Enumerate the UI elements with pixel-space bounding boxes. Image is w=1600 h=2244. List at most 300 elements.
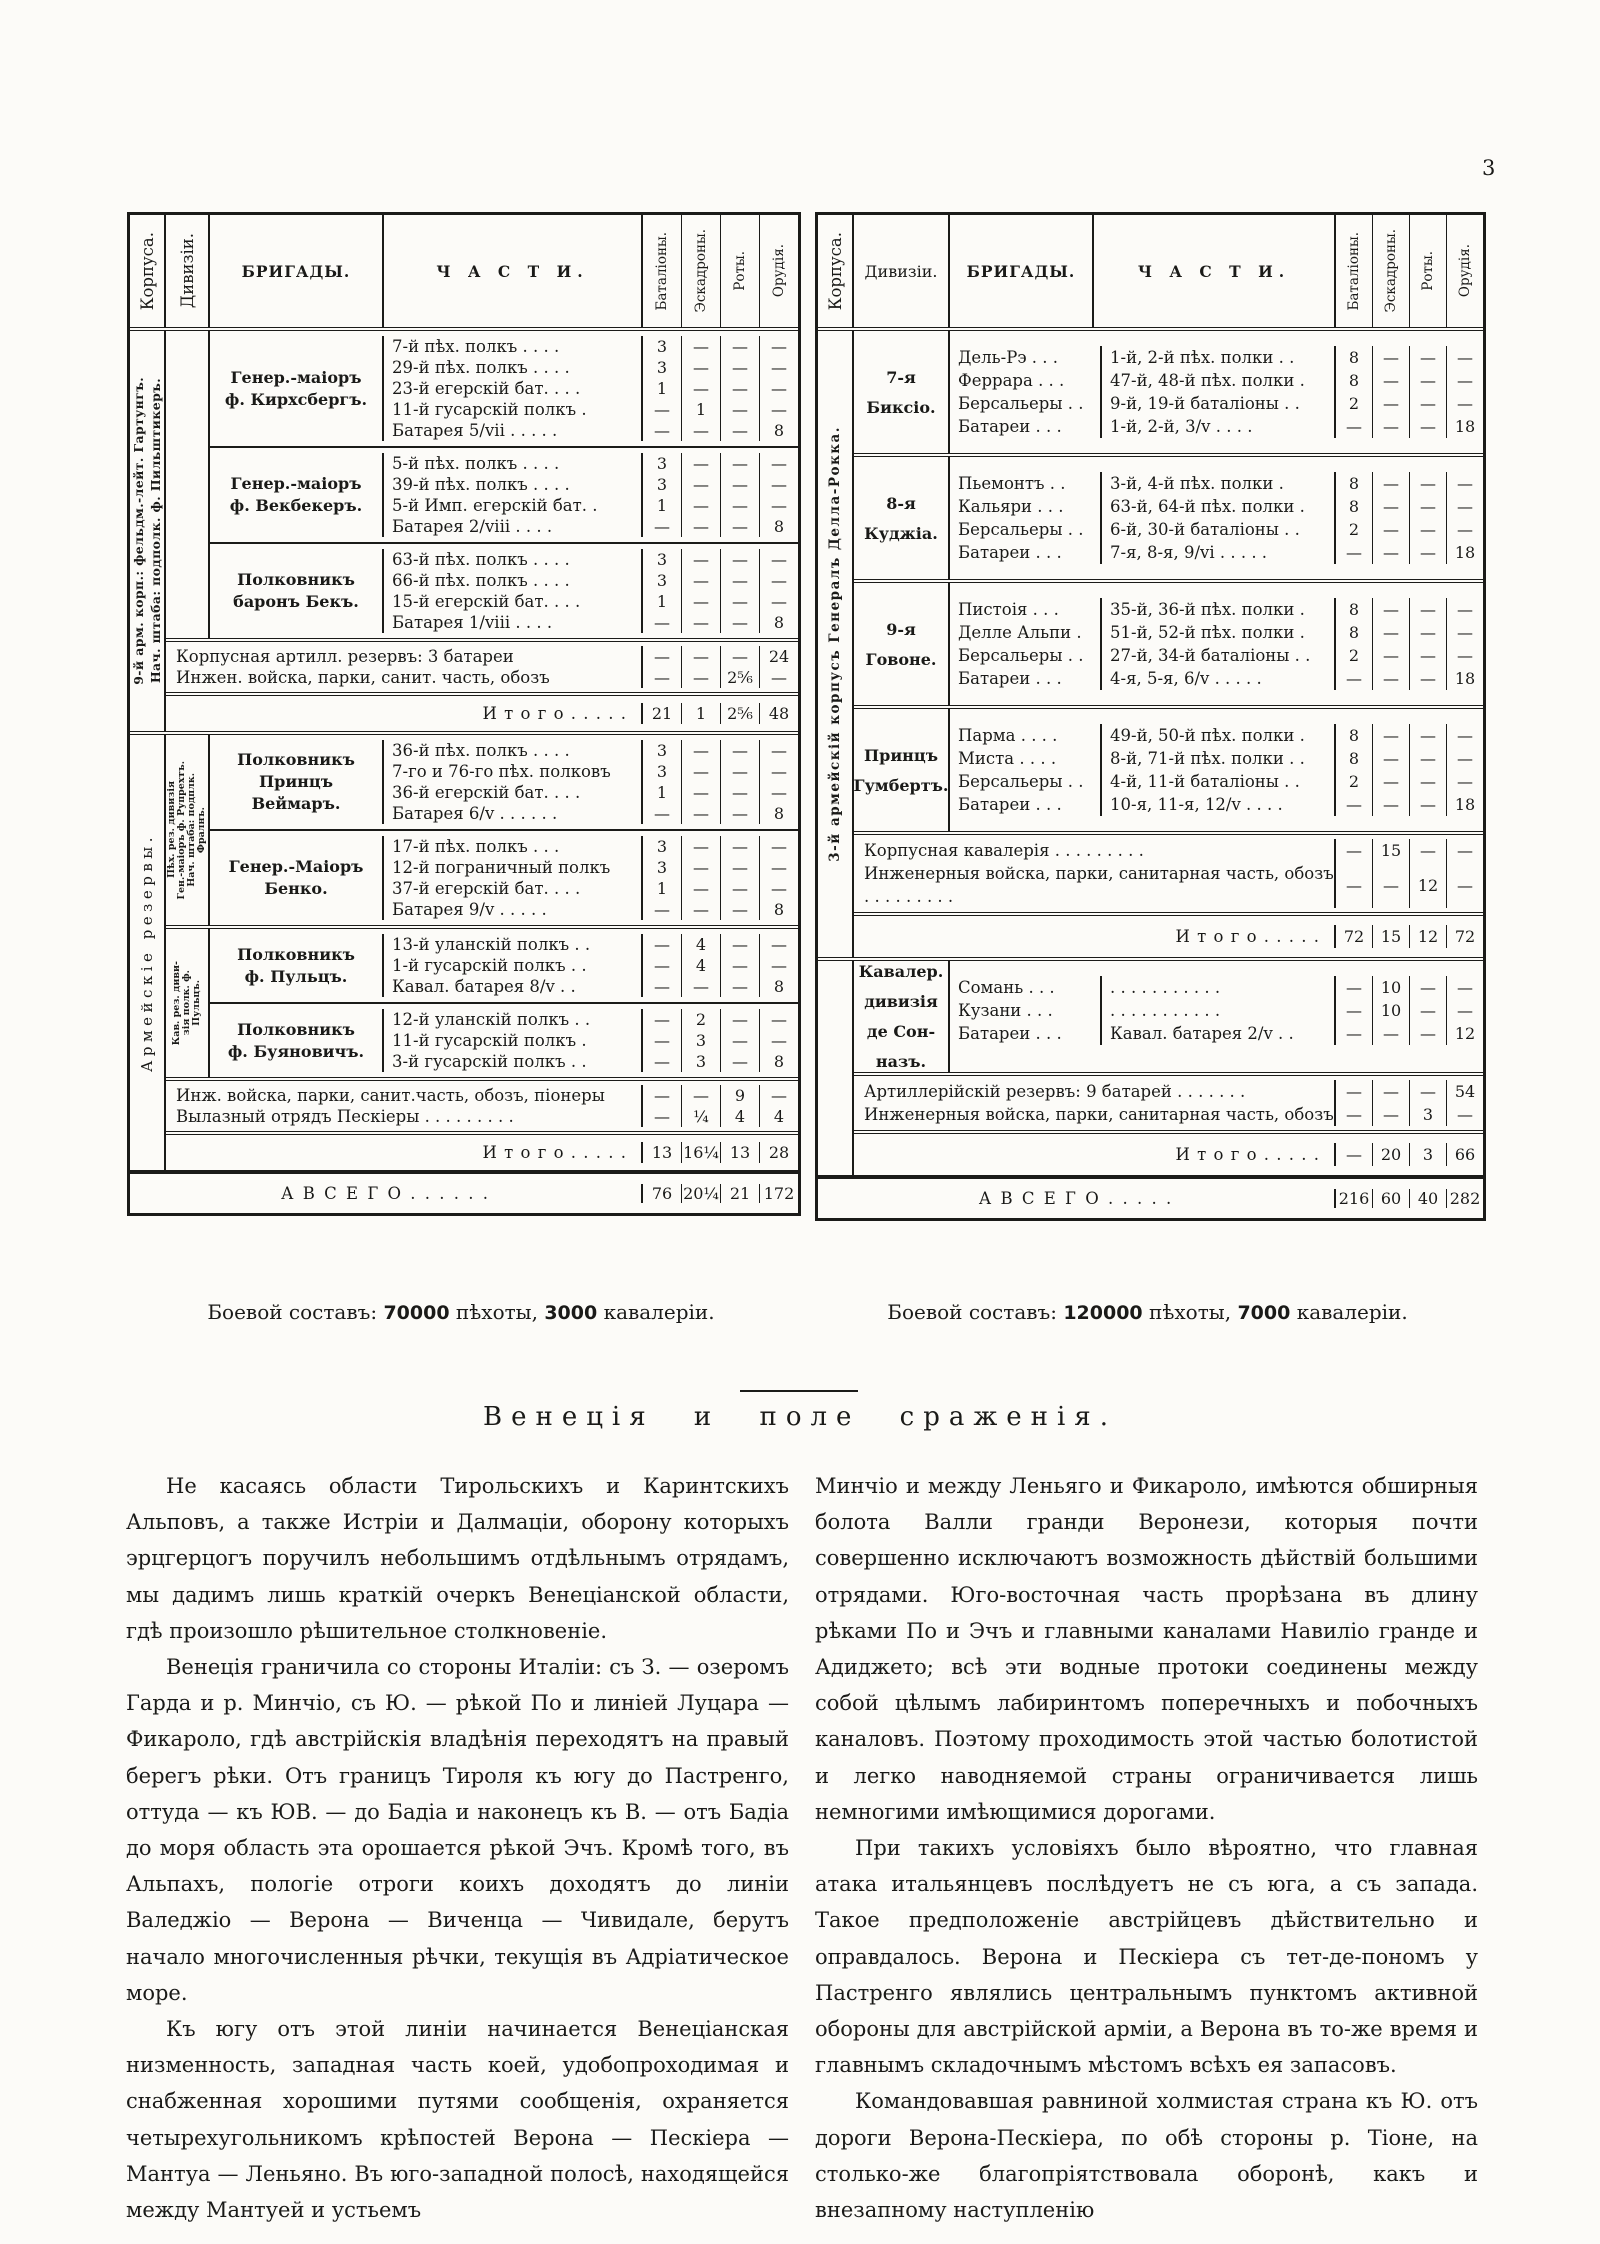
value-cell: 3 xyxy=(641,453,681,474)
value-cell: — xyxy=(1409,621,1446,644)
value-cell: 9 xyxy=(720,1085,759,1106)
value-cell: 8 xyxy=(759,516,798,537)
part-row xyxy=(950,598,1483,621)
corps-label xyxy=(818,961,854,1175)
value-cell: — xyxy=(681,570,720,591)
brigades-column-header: БРИГАДЫ. xyxy=(208,215,382,327)
grand-total-row xyxy=(130,1170,798,1213)
value-cell: 21 xyxy=(720,1184,759,1203)
value-cell: — xyxy=(720,516,759,537)
paragraph: При такихъ условіяхъ было вѣроятно, что главная атака итальянцевъ послѣдуетъ не съ юга, а съ запада. Такое предположеніе австрійцевъ дѣйствительно и оправдалось. Верона и Пескіера съ тет-де-пономъ у Пастренго являлись центральнымъ пунктомъ активной обороны для австрійской арміи, а Верона въ то-же время и главнымъ складочнымъ мѣстомъ всѣхъ ея запасовъ. xyxy=(815,1836,1478,2078)
value-cell: 4 xyxy=(759,1106,798,1127)
value-cell: 12 xyxy=(1409,925,1446,948)
numeric-column-header xyxy=(720,215,759,327)
value-cell: 172 xyxy=(759,1184,798,1203)
part-row xyxy=(950,724,1483,747)
value-cell: — xyxy=(1409,392,1446,415)
value-cell: — xyxy=(720,399,759,420)
value-cell: — xyxy=(1446,862,1483,908)
value-cell: — xyxy=(1372,1080,1409,1103)
vertical-label xyxy=(771,244,787,297)
brigade-name-line: Принцъ xyxy=(259,772,333,791)
total-row xyxy=(166,703,798,724)
vertical-label-line: Кав. рез. диви- xyxy=(171,960,182,1046)
brigade-name-line: Полковникъ xyxy=(237,944,355,964)
value-cell: 48 xyxy=(759,703,798,724)
brigade-cell: Делле Альпи . xyxy=(950,621,1102,644)
spanning-rows xyxy=(166,638,798,692)
division-label xyxy=(854,457,950,579)
value-cell: — xyxy=(681,782,720,803)
value-cell: — xyxy=(720,453,759,474)
value-cell: — xyxy=(641,955,681,976)
value-cell: — xyxy=(1409,839,1446,862)
value-cell: — xyxy=(759,836,798,857)
value-cell: — xyxy=(1409,346,1446,369)
brigade-name-line: ф. Векбекеръ. xyxy=(229,496,363,515)
part-label: 11-й гусарскій полкъ . xyxy=(392,400,587,419)
division-label xyxy=(166,331,210,638)
value-cell: 8 xyxy=(759,976,798,997)
grand-total-label: А В С Е Г О . . . . . xyxy=(978,1189,1174,1208)
part-label: 23-й егерскій бат. . . . xyxy=(392,379,581,398)
value-cell: — xyxy=(681,667,720,688)
value-cell: 3 xyxy=(681,1030,720,1051)
division-label-line: 7-я xyxy=(886,367,916,387)
vertical-label-line: 9-й арм. корп.: фельдм.-лейт. Гартунгъ. xyxy=(131,377,146,685)
value-cell: 54 xyxy=(1446,1080,1483,1103)
vertical-label xyxy=(826,232,845,310)
value-cell: — xyxy=(720,646,759,667)
paragraph: Не касаясь области Тирольскихъ и Каринтскихъ Альповъ, а также Истріи и Далмаціи, оборону которыхъ эрцгерцогъ поручилъ небольшимъ отдѣльнымъ отрядамъ, мы дадимъ лишь краткій очеркъ Венеціанской области, гдѣ произошло рѣшительное столкновеніе. xyxy=(126,1474,789,1643)
brigade-cell xyxy=(210,453,384,537)
brigade-group xyxy=(950,961,1483,1060)
value-cell: — xyxy=(1372,862,1409,908)
part-row xyxy=(384,549,798,570)
numeric-column-header xyxy=(1409,215,1446,327)
value-cell: ¼ xyxy=(681,1106,720,1127)
vertical-label-line: Эскадроны. xyxy=(1383,229,1399,313)
value-cell: — xyxy=(1409,495,1446,518)
value-cell: — xyxy=(759,495,798,516)
page-number: 3 xyxy=(1482,156,1496,180)
division-label-text xyxy=(167,761,207,900)
brigade-cell: Дель-Рэ . . . xyxy=(950,346,1102,369)
cavalry-count: 3000 xyxy=(544,1302,598,1324)
value-cell: 20 xyxy=(1372,1143,1409,1166)
austrian-strength-caption xyxy=(127,1300,795,1324)
part-row xyxy=(384,591,798,612)
value-cell: — xyxy=(641,803,681,824)
value-cell: — xyxy=(641,516,681,537)
part-label: 66-й пѣх. полкъ . . . . xyxy=(392,571,570,590)
value-cell: 2 xyxy=(1334,518,1372,541)
part-row xyxy=(950,472,1483,495)
part-label: 29-й пѣх. полкъ . . . . xyxy=(392,358,570,377)
division-label-line: Говоне. xyxy=(865,649,937,669)
corps-label xyxy=(130,735,166,1170)
brigade-cell: Батареи . . . xyxy=(950,793,1102,816)
part-label: 9-й, 19-й баталіоны . . xyxy=(1110,394,1300,413)
value-cell: 4 xyxy=(720,1106,759,1127)
part-row xyxy=(384,803,798,824)
total-label: И т о г о . . . . . xyxy=(1175,1145,1320,1164)
brigade-group xyxy=(210,1002,798,1077)
vertical-label-line: Роты. xyxy=(1420,251,1436,291)
vertical-label-line: 3-й армейскій корпусъ Генералъ Делла-Рокка. xyxy=(827,426,843,862)
part-row xyxy=(384,761,798,782)
value-cell: — xyxy=(641,399,681,420)
value-cell: — xyxy=(1446,747,1483,770)
vertical-label-line: Пульцъ. xyxy=(191,980,202,1026)
value-cell: — xyxy=(759,667,798,688)
value-cell: — xyxy=(681,803,720,824)
vertical-label-line: Баталіоны. xyxy=(654,231,670,311)
part-row xyxy=(950,495,1483,518)
value-cell: — xyxy=(641,1085,681,1106)
part-label: 12-й пограничный полкъ xyxy=(392,858,611,877)
value-cell: 1 xyxy=(641,495,681,516)
value-cell: 8 xyxy=(1334,369,1372,392)
part-label: 1-й, 2-й, 3/v . . . . xyxy=(1110,417,1253,436)
division-label xyxy=(854,583,950,705)
value-cell: — xyxy=(759,336,798,357)
part-row xyxy=(950,346,1483,369)
value-cell: — xyxy=(1372,1022,1409,1045)
infantry-unit: пѣхоты, xyxy=(1149,1300,1232,1324)
vertical-label xyxy=(138,232,157,310)
paragraph: Венеція граничила со стороны Италіи: съ З. — озеромъ Гарда и р. Минчіо, съ Ю. — рѣкой По и линіей Луцара — Фикароло, гдѣ австрійскія владѣнія переходятъ на правый берегъ рѣки. Отъ границъ Тироля къ югу до Пастренго, оттуда — къ ЮВ. — до Бадіа и наконецъ къ В. — отъ Бадіа до моря область эта орошается рѣкой Эчъ. Кромѣ того, въ Альпахъ, пологіе отроги коихъ доходятъ до линіи Валеджіо — Верона — Виченца — Чивидале, берутъ начало многочисленныя рѣчки, текущія въ Адріатическое море. xyxy=(126,1655,789,2005)
part-row xyxy=(950,541,1483,564)
part-label: Батарея 5/vii . . . . . xyxy=(392,421,558,440)
value-cell: — xyxy=(1409,724,1446,747)
part-row xyxy=(950,999,1483,1022)
value-cell: — xyxy=(681,474,720,495)
brigade-cell: Парма . . . . xyxy=(950,724,1102,747)
division-column-header: Дивизіи. xyxy=(852,215,948,327)
brigade-name-line: Полковникъ xyxy=(237,570,355,589)
value-cell: — xyxy=(1372,644,1409,667)
brigade-cell xyxy=(210,549,384,633)
brigade-cell: Сомань . . . xyxy=(950,976,1102,999)
part-label: 1-й, 2-й пѣх. полки . . xyxy=(1110,348,1295,367)
division-column-header xyxy=(164,215,208,327)
vertical-label xyxy=(1383,229,1399,313)
value-cell: 8 xyxy=(1334,472,1372,495)
vertical-label xyxy=(1420,251,1436,291)
caption-label: Боевой составъ: xyxy=(887,1300,1057,1324)
value-cell: 8 xyxy=(1334,346,1372,369)
brigade-cell xyxy=(210,336,384,441)
brigade-cell xyxy=(210,1009,384,1072)
part-row xyxy=(384,955,798,976)
value-cell: 8 xyxy=(1334,747,1372,770)
value-cell: — xyxy=(1409,541,1446,564)
part-label: 39-й пѣх. полкъ . . . . xyxy=(392,475,570,494)
parts-column-header: Ч А С Т И. xyxy=(1092,215,1334,327)
brigade-group xyxy=(950,457,1483,579)
part-label: 4-я, 5-я, 6/v . . . . . xyxy=(1110,669,1262,688)
value-cell: 3 xyxy=(1409,1103,1446,1126)
numeric-column-header xyxy=(1372,215,1409,327)
value-cell: — xyxy=(1372,793,1409,816)
austrian-order-of-battle-table xyxy=(127,212,801,1216)
value-cell: — xyxy=(720,570,759,591)
value-cell: — xyxy=(1409,793,1446,816)
value-cell: 16¼ xyxy=(681,1142,720,1163)
value-cell: 18 xyxy=(1446,667,1483,690)
brigade-cell xyxy=(210,934,384,997)
part-label: 47-й, 48-й пѣх. полки . xyxy=(1110,371,1305,390)
division-label-line: 8-я xyxy=(886,493,916,513)
brigade-cell: Пьемонтъ . . xyxy=(950,472,1102,495)
value-cell: — xyxy=(681,976,720,997)
value-cell: — xyxy=(1409,472,1446,495)
value-cell: — xyxy=(720,357,759,378)
part-label: 5-й пѣх. полкъ . . . . xyxy=(392,454,560,473)
wide-row-label: Инж. войска, парки, санит.часть, обозъ, піонеры xyxy=(176,1086,605,1105)
value-cell: — xyxy=(1409,518,1446,541)
value-cell: — xyxy=(720,857,759,878)
part-row xyxy=(384,934,798,955)
value-cell: — xyxy=(1372,472,1409,495)
value-cell: — xyxy=(1334,415,1372,438)
value-cell: 12 xyxy=(1409,862,1446,908)
value-cell: — xyxy=(681,857,720,878)
vertical-label-line: Нач. штаба: подполк. ф. Пильштикеръ. xyxy=(148,378,163,684)
value-cell: — xyxy=(720,336,759,357)
value-cell: 8 xyxy=(759,420,798,441)
division-label xyxy=(854,961,950,1072)
wide-row-label: Корпусная кавалерія . . . . . . . . . xyxy=(864,841,1144,860)
value-cell: 8 xyxy=(759,612,798,633)
part-label: 8-й, 71-й пѣх. полки . . xyxy=(1110,749,1305,768)
brigade-name-line: Генер.-маіоръ xyxy=(230,367,362,387)
value-cell: — xyxy=(681,646,720,667)
paragraph: Къ югу отъ этой линіи начинается Венеціанская низменность, западная часть коей, удобопроходимая и снабженная хорошими путями сообщенія, охраняется четырехугольникомъ крѣпостей Верона — Пескіера — Мантуа — Леньяно. Въ юго-западной полосѣ, находящейся между Мантуей и устьемъ xyxy=(126,2017,789,2223)
part-label: 12-й уланскій полкъ . . xyxy=(392,1010,591,1029)
division-group xyxy=(854,705,1483,831)
brigade-name-line: ф. Буяновичъ. xyxy=(227,1041,365,1061)
value-cell: 2⅚ xyxy=(720,703,759,724)
vertical-label-line: Роты. xyxy=(732,251,748,291)
value-cell: 3 xyxy=(641,740,681,761)
part-label: 7-й пѣх. полкъ . . . . xyxy=(392,337,560,356)
value-cell: — xyxy=(1446,598,1483,621)
division-label xyxy=(166,929,210,1077)
value-cell: — xyxy=(720,612,759,633)
value-cell: — xyxy=(1334,1022,1372,1045)
value-cell: — xyxy=(1372,724,1409,747)
part-label: . . . . . . . . . . . xyxy=(1110,978,1221,997)
value-cell: — xyxy=(1409,598,1446,621)
value-cell: 3 xyxy=(641,857,681,878)
value-cell: — xyxy=(759,591,798,612)
cavalry-unit: кавалеріи. xyxy=(1296,1300,1408,1324)
part-label: 5-й Имп. егерскій бат. . xyxy=(392,496,598,515)
brigade-name-line: Генер.-Маіоръ xyxy=(228,857,364,876)
value-cell: 3 xyxy=(641,570,681,591)
part-label: . . . . . . . . . . . xyxy=(1110,1001,1221,1020)
part-row xyxy=(384,836,798,857)
value-cell: — xyxy=(759,761,798,782)
value-cell: — xyxy=(1372,495,1409,518)
value-cell: — xyxy=(1334,1080,1372,1103)
vertical-label-line: Армейскіе резервы. xyxy=(138,832,156,1072)
value-cell: — xyxy=(1372,415,1409,438)
value-cell: — xyxy=(720,591,759,612)
numeric-column-header xyxy=(759,215,798,327)
division-label-line: Принцъ xyxy=(864,745,938,765)
value-cell: — xyxy=(641,976,681,997)
value-cell: 3 xyxy=(641,549,681,570)
value-cell: — xyxy=(1372,518,1409,541)
value-cell: — xyxy=(1409,415,1446,438)
value-cell: 15 xyxy=(1372,925,1409,948)
italian-order-of-battle-table xyxy=(815,212,1486,1221)
part-row xyxy=(950,976,1483,999)
value-cell: — xyxy=(720,976,759,997)
wide-row-label: Вылазный отрядъ Пескіеры . . . . . . . . . xyxy=(176,1107,514,1126)
value-cell: — xyxy=(641,1030,681,1051)
value-cell: — xyxy=(681,591,720,612)
value-cell: 2 xyxy=(1334,770,1372,793)
division-label-line: де Сон- xyxy=(866,1022,936,1041)
value-cell: — xyxy=(641,899,681,920)
value-cell: — xyxy=(759,549,798,570)
value-cell: — xyxy=(720,474,759,495)
wide-row xyxy=(166,667,798,688)
wide-row-label: Артиллерійскій резервъ: 9 батарей . . . . . . . xyxy=(864,1082,1246,1101)
value-cell: 18 xyxy=(1446,541,1483,564)
grand-total-label: А В С Е Г О . . . . . . xyxy=(281,1184,490,1203)
part-row xyxy=(950,644,1483,667)
value-cell: — xyxy=(720,934,759,955)
part-row xyxy=(950,1022,1483,1045)
value-cell: — xyxy=(1446,495,1483,518)
part-label: 7-го и 76-го пѣх. полковъ xyxy=(392,762,611,781)
part-row xyxy=(384,1051,798,1072)
part-row xyxy=(384,1030,798,1051)
brigade-cell: Феррара . . . xyxy=(950,369,1102,392)
value-cell: 8 xyxy=(759,803,798,824)
value-cell: 282 xyxy=(1446,1189,1483,1208)
brigade-cell: Берсальеры . . xyxy=(950,770,1102,793)
value-cell: — xyxy=(759,357,798,378)
value-cell: — xyxy=(1446,392,1483,415)
value-cell: — xyxy=(1409,976,1446,999)
value-cell: — xyxy=(681,420,720,441)
brigade-name-line: Генер.-маіоръ xyxy=(230,474,362,493)
value-cell: — xyxy=(1446,518,1483,541)
part-row xyxy=(384,1009,798,1030)
wide-row xyxy=(854,839,1483,862)
value-cell: 10 xyxy=(1372,999,1409,1022)
table-section xyxy=(818,957,1483,1175)
division-label-line: Гумбертъ. xyxy=(853,775,949,795)
value-cell: — xyxy=(681,612,720,633)
part-row xyxy=(950,621,1483,644)
value-cell: — xyxy=(1334,541,1372,564)
part-row xyxy=(384,976,798,997)
value-cell: — xyxy=(681,899,720,920)
value-cell: — xyxy=(1409,1080,1446,1103)
section-divider xyxy=(740,1390,858,1392)
value-cell: — xyxy=(681,1085,720,1106)
value-cell: 1 xyxy=(641,878,681,899)
value-cell: — xyxy=(759,857,798,878)
part-label: Батарея 6/v . . . . . . xyxy=(392,804,558,823)
value-cell: — xyxy=(1372,541,1409,564)
division-label xyxy=(854,331,950,453)
division-label-line: 9-я xyxy=(886,619,916,639)
value-cell: 12 xyxy=(1446,1022,1483,1045)
division-label-line: назъ. xyxy=(875,1052,927,1071)
value-cell: 1 xyxy=(681,399,720,420)
vertical-label-line: Корпуса. xyxy=(825,231,845,311)
brigade-name-line: ф. Кирхсбергъ. xyxy=(224,389,368,409)
part-label: 7-я, 8-я, 9/vi . . . . . xyxy=(1110,543,1268,562)
part-label: 63-й пѣх. полкъ . . . . xyxy=(392,550,570,569)
grand-total-row xyxy=(818,1175,1483,1218)
value-cell: 8 xyxy=(759,899,798,920)
value-cell: — xyxy=(759,378,798,399)
brigade-group xyxy=(210,446,798,542)
brigade-name-line: ф. Пульцъ. xyxy=(244,966,348,986)
value-cell: 40 xyxy=(1409,1189,1446,1208)
value-cell: — xyxy=(1446,724,1483,747)
vertical-label xyxy=(1457,244,1473,297)
part-row xyxy=(384,420,798,441)
value-cell: — xyxy=(641,420,681,441)
table-section xyxy=(130,331,798,731)
value-cell: 2 xyxy=(1334,644,1372,667)
brigades-column-header: БРИГАДЫ. xyxy=(948,215,1092,327)
value-cell: — xyxy=(1334,839,1372,862)
value-cell: 72 xyxy=(1334,925,1372,948)
value-cell: — xyxy=(759,782,798,803)
value-cell: 3 xyxy=(641,336,681,357)
value-cell: — xyxy=(720,899,759,920)
brigade-cell: Берсальеры . . xyxy=(950,644,1102,667)
part-label: 3-й гусарскій полкъ . . xyxy=(392,1052,587,1071)
text-column-right xyxy=(815,1468,1478,2228)
part-row xyxy=(384,516,798,537)
value-cell: — xyxy=(1372,369,1409,392)
wide-row-label: Инженерныя войска, парки, санитарная часть, обозъ xyxy=(864,1105,1334,1124)
value-cell: — xyxy=(681,453,720,474)
brigade-name-line: Веймаръ. xyxy=(251,794,341,813)
value-cell: — xyxy=(1334,1103,1372,1126)
part-row xyxy=(384,336,798,357)
value-cell: — xyxy=(681,495,720,516)
value-cell: — xyxy=(1334,793,1372,816)
numeric-column-header xyxy=(1446,215,1483,327)
value-cell: — xyxy=(681,761,720,782)
brigade-name-line: баронъ Бекъ. xyxy=(233,592,359,611)
value-cell: 8 xyxy=(1334,495,1372,518)
brigade-group xyxy=(950,583,1483,705)
value-cell: — xyxy=(641,1009,681,1030)
vertical-label-line: Орудія. xyxy=(771,244,787,298)
brigade-cell: Берсальеры . . xyxy=(950,392,1102,415)
value-cell: — xyxy=(1372,392,1409,415)
value-cell: — xyxy=(1446,1103,1483,1126)
part-label: 63-й, 64-й пѣх. полки . xyxy=(1110,497,1305,516)
brigade-cell: Миста . . . . xyxy=(950,747,1102,770)
cavalry-unit: кавалеріи. xyxy=(603,1300,715,1324)
value-cell: — xyxy=(1334,1143,1372,1166)
